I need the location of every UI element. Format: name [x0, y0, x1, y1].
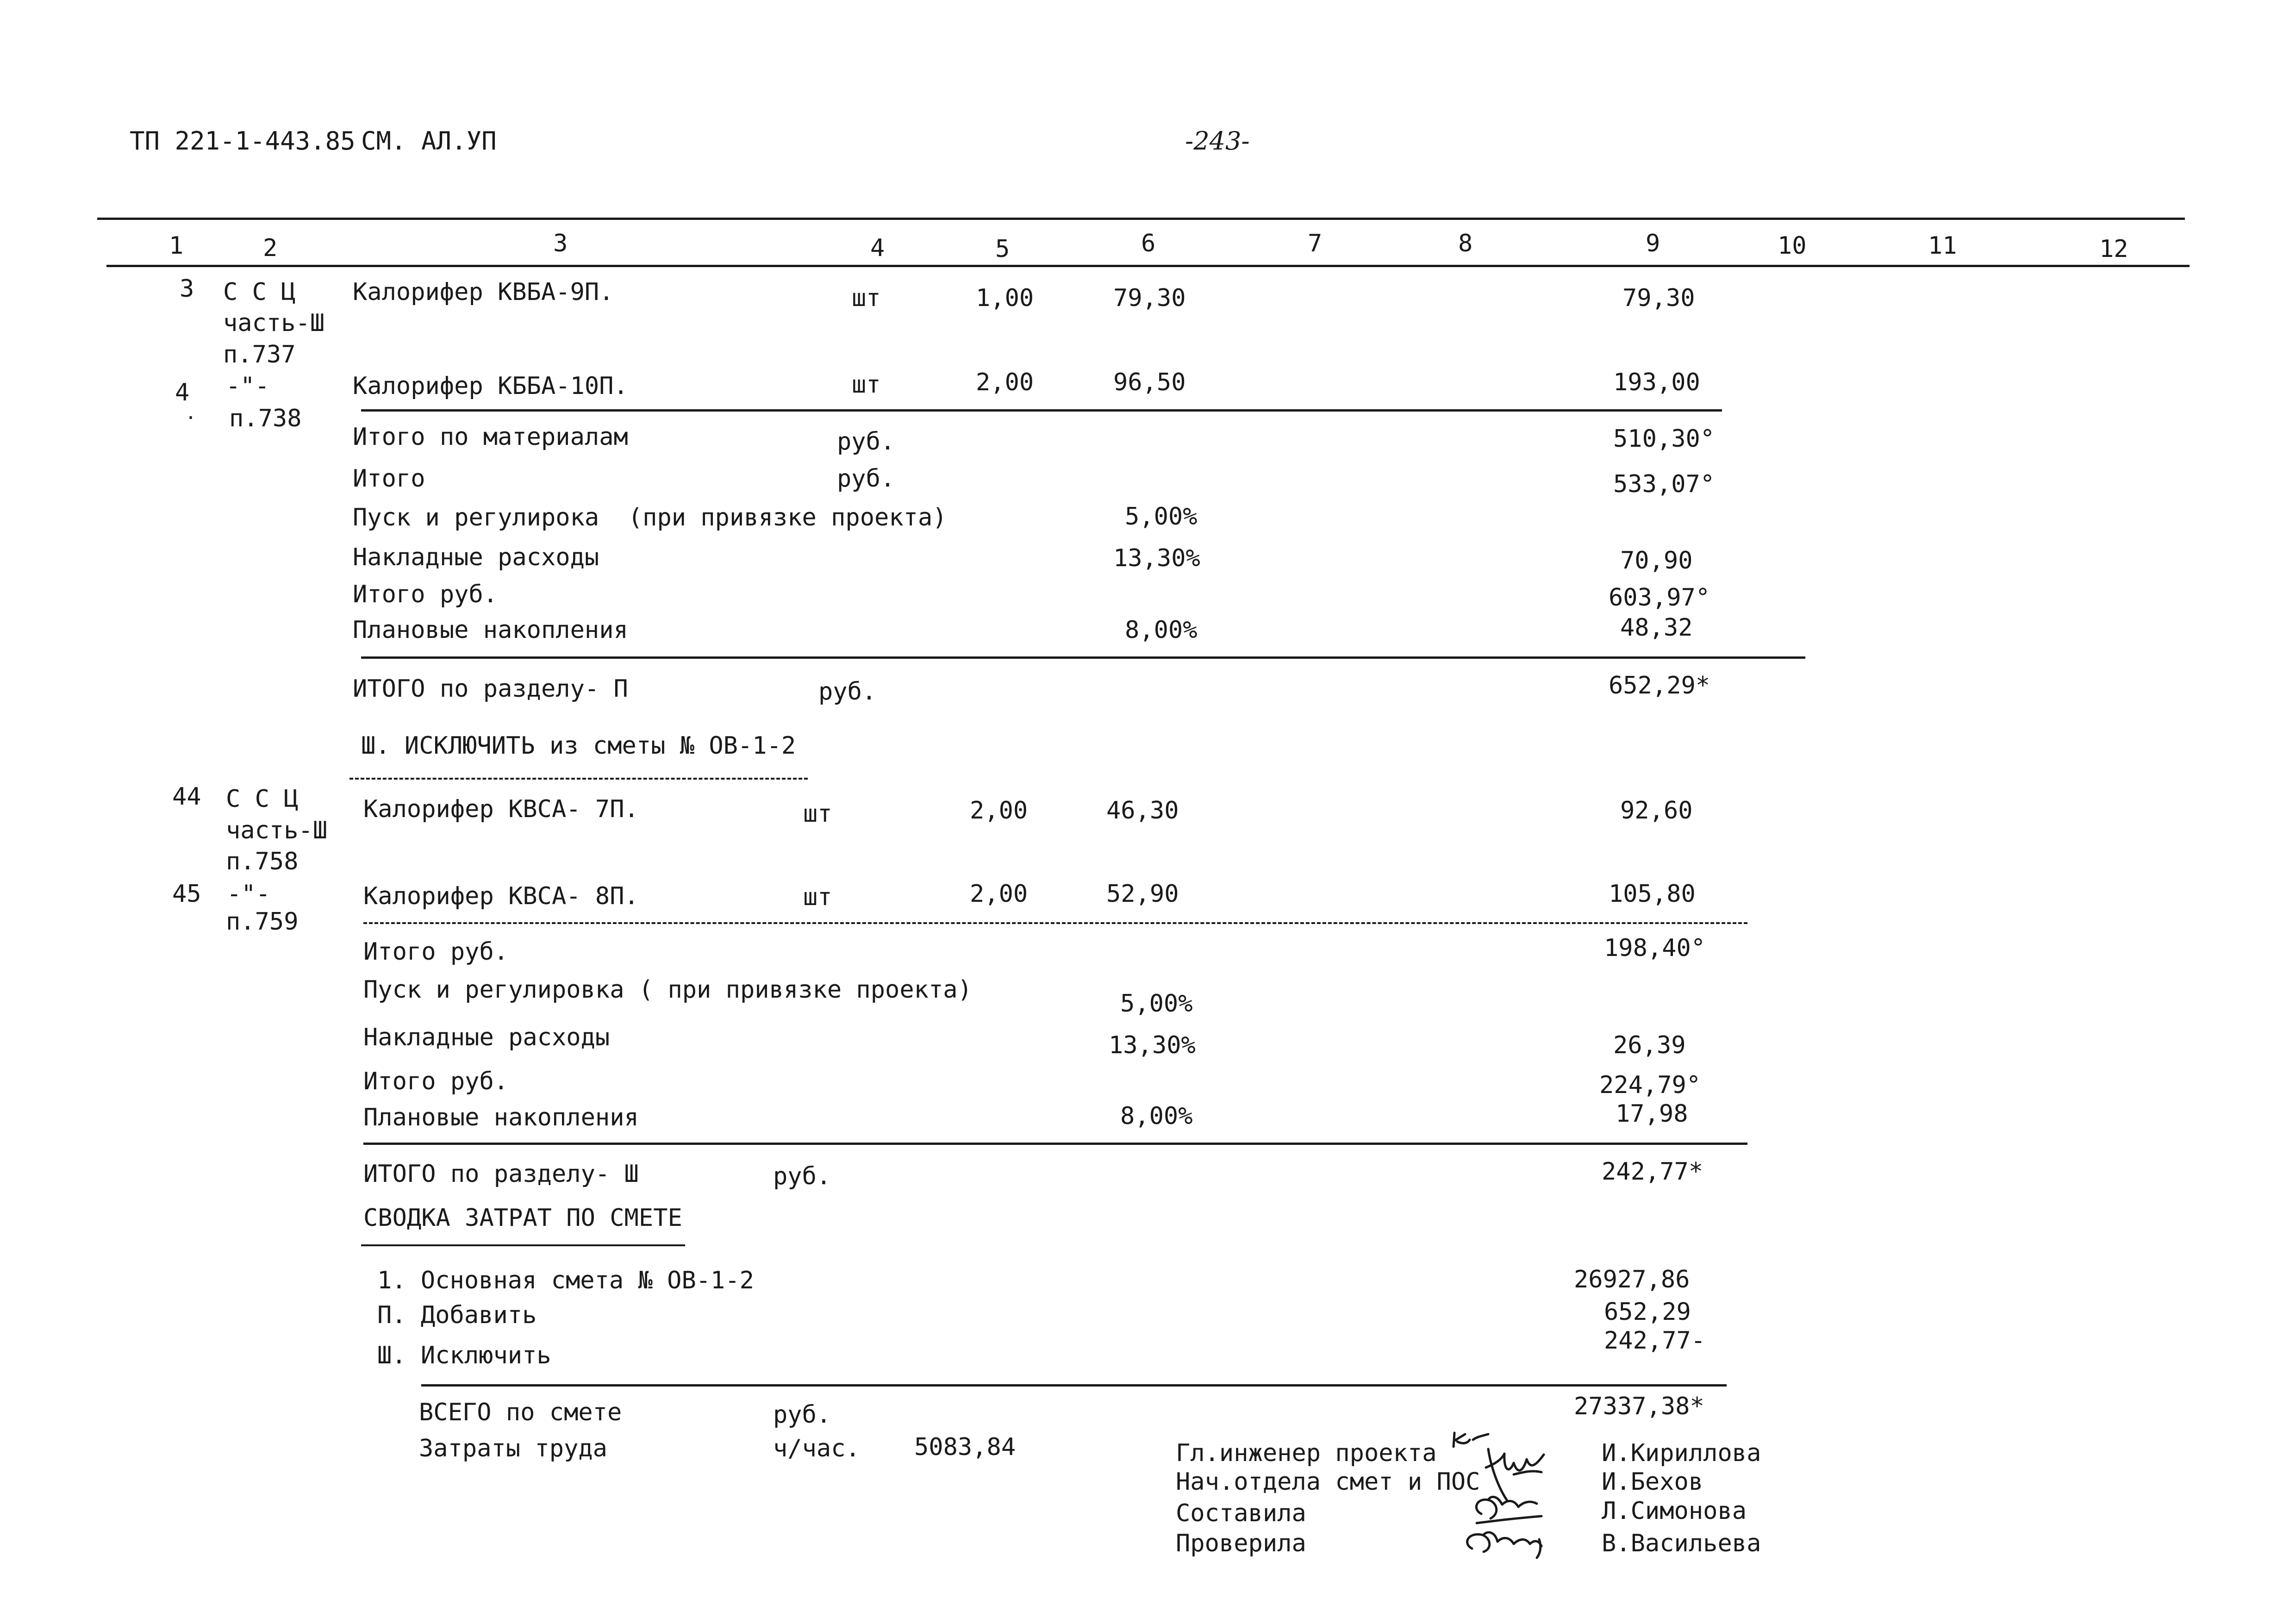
column-header-6: 6	[1141, 230, 1156, 257]
labor-value: 5083,84	[914, 1433, 1016, 1461]
margin-dot: .	[185, 402, 197, 424]
title-underline	[349, 778, 808, 780]
summary-rule	[421, 1384, 1727, 1387]
item-qty: 1,00	[976, 284, 1034, 312]
section-rule	[363, 1143, 1747, 1145]
grand-total-unit: руб.	[773, 1401, 831, 1429]
signature-role: Нач.отдела смет и ПОС	[1176, 1468, 1480, 1496]
savings-total: 17,98	[1616, 1100, 1688, 1128]
materials-label: Итого по материалам	[353, 423, 628, 451]
signature-role: Проверила	[1176, 1530, 1306, 1557]
savings-total: 48,32	[1620, 614, 1693, 642]
signature-role: Составила	[1176, 1499, 1306, 1527]
item-name: Калорифер КВБА-9П.	[353, 278, 614, 306]
item-name: Калорифер КВСА- 7П.	[363, 795, 639, 823]
item-unit: шт	[803, 800, 832, 828]
price-code: п.738	[229, 405, 302, 432]
title-underline	[361, 1244, 685, 1246]
grand-total: 27337,38*	[1574, 1393, 1704, 1420]
section-rule	[361, 409, 1722, 412]
signature-name: И.Бехов	[1602, 1468, 1703, 1496]
item-unit: шт	[852, 284, 881, 312]
item-total: 193,00	[1613, 369, 1700, 396]
signature-role: Гл.инженер проекта	[1176, 1439, 1437, 1467]
row-number: 4	[175, 379, 190, 406]
price-code: п.759	[226, 908, 299, 936]
price-code: -"-	[227, 880, 270, 908]
signature-name: Л.Симонова	[1602, 1497, 1747, 1525]
grand-total-label: ВСЕГО по смете	[419, 1399, 622, 1426]
overhead-total: 26,39	[1613, 1031, 1686, 1059]
item-price: 96,50	[1113, 369, 1186, 396]
section-3-total-unit: руб.	[773, 1162, 831, 1190]
pusk-percent: 5,00%	[1125, 503, 1198, 531]
column-header-7: 7	[1308, 230, 1323, 257]
itogo-rub2-label: Итого руб.	[363, 1068, 509, 1095]
item-total: 79,30	[1622, 284, 1695, 312]
row-number: 45	[172, 880, 201, 908]
itogo-label: Итого	[353, 465, 425, 493]
column-header-5: 5	[995, 235, 1010, 263]
overhead-percent: 13,30%	[1113, 544, 1200, 572]
price-code: -"-	[226, 372, 269, 400]
price-code: часть-Ш	[226, 817, 328, 844]
section-3-title: Ш. ИСКЛЮЧИТЬ из сметы № ОВ-1-2	[361, 732, 796, 760]
overhead-total: 70,90	[1620, 547, 1693, 575]
itogo-rub-total: 603,97°	[1609, 584, 1710, 612]
table-header-rule	[106, 265, 2190, 267]
itogo-rub-label: Итого руб.	[363, 938, 509, 966]
section-rule	[361, 656, 1805, 659]
summary-line-value: 26927,86	[1574, 1266, 1690, 1293]
section-3-total: 242,77*	[1602, 1158, 1703, 1186]
signature-name: В.Васильева	[1602, 1530, 1761, 1557]
itogo-unit: руб.	[837, 465, 895, 493]
item-unit: шт	[852, 371, 881, 399]
section-3-total-label: ИТОГО по разделу- Ш	[363, 1160, 639, 1188]
summary-line-label: Ш. Исключить	[377, 1342, 551, 1369]
column-header-9: 9	[1646, 230, 1660, 257]
itogo-total: 533,07°	[1613, 470, 1715, 498]
overhead-label: Накладные расходы	[353, 543, 599, 571]
price-code: С С Ц	[226, 785, 299, 813]
summary-line-label: 1. Основная смета № ОВ-1-2	[377, 1267, 754, 1294]
column-header-12: 12	[2099, 235, 2128, 263]
pusk-percent: 5,00%	[1120, 990, 1193, 1018]
itogo-rub-label: Итого руб.	[353, 581, 498, 608]
materials-unit: руб.	[837, 428, 895, 456]
price-code: С С Ц	[223, 278, 296, 306]
row-number: 3	[180, 275, 194, 303]
item-qty: 2,00	[970, 797, 1028, 824]
price-code: п.758	[226, 848, 299, 875]
item-price: 52,90	[1106, 880, 1179, 908]
labor-unit: ч/час.	[773, 1435, 860, 1462]
column-header-2: 2	[263, 234, 278, 262]
page-number: -243-	[1185, 126, 1250, 156]
summary-line-label: П. Добавить	[377, 1301, 537, 1329]
price-code: п.737	[223, 341, 296, 369]
summary-title: СВОДКА ЗАТРАТ ПО СМЕТЕ	[363, 1204, 682, 1232]
section-rule	[363, 922, 1747, 924]
item-name: Калорифер КВСА- 8П.	[363, 882, 639, 910]
summary-line-value: 242,77-	[1604, 1327, 1706, 1355]
labor-label: Затраты труда	[419, 1435, 607, 1462]
itogo-rub2-total: 224,79°	[1599, 1071, 1701, 1099]
section-2-total: 652,29*	[1609, 672, 1710, 700]
pusk-label: Пуск и регулирока (при привязке проекта)	[353, 504, 947, 531]
item-unit: шт	[803, 883, 832, 911]
column-header-11: 11	[1928, 232, 1957, 260]
itogo-rub-total: 198,40°	[1604, 934, 1706, 962]
handwritten-signatures-icon	[1444, 1430, 1602, 1560]
savings-percent: 8,00%	[1120, 1102, 1193, 1130]
pusk-label: Пуск и регулировка ( при привязке проекта)	[363, 976, 972, 1004]
column-header-3: 3	[553, 230, 568, 257]
table-top-rule	[97, 218, 2185, 220]
price-code: часть-Ш	[223, 309, 325, 337]
item-qty: 2,00	[976, 369, 1034, 396]
item-qty: 2,00	[970, 880, 1028, 908]
overhead-percent: 13,30%	[1109, 1031, 1196, 1059]
column-header-1: 1	[169, 232, 184, 260]
summary-line-value: 652,29	[1604, 1298, 1691, 1326]
signature-name: И.Кириллова	[1602, 1439, 1761, 1467]
materials-total: 510,30°	[1613, 425, 1715, 453]
document-code: ТП 221-1-443.85	[130, 126, 356, 156]
savings-percent: 8,00%	[1125, 616, 1198, 644]
column-header-10: 10	[1778, 232, 1807, 260]
savings-label: Плановые накопления	[363, 1104, 639, 1131]
row-number: 44	[172, 783, 201, 811]
savings-label: Плановые накопления	[353, 616, 628, 644]
column-header-8: 8	[1458, 230, 1473, 257]
item-price: 79,30	[1113, 284, 1186, 312]
item-total: 92,60	[1620, 797, 1693, 824]
album-reference: СМ. АЛ.УП	[361, 126, 497, 156]
item-name: Калорифер КББА-10П.	[353, 372, 628, 400]
overhead-label: Накладные расходы	[363, 1024, 610, 1051]
item-total: 105,80	[1609, 880, 1696, 908]
section-2-total-unit: руб.	[818, 678, 877, 706]
section-2-total-label: ИТОГО по разделу- П	[353, 675, 628, 703]
column-header-4: 4	[870, 234, 885, 262]
item-price: 46,30	[1106, 797, 1179, 824]
